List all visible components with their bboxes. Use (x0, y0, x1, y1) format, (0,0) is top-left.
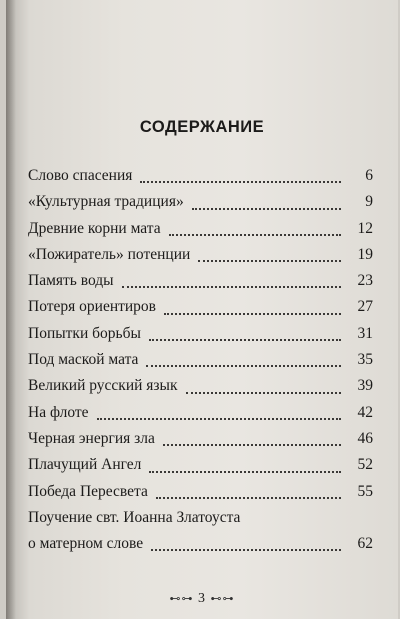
toc-entry-label: На флоте (28, 403, 89, 421)
toc-entry[interactable] (28, 321, 373, 347)
toc-entry[interactable] (28, 268, 373, 294)
toc-entry-page: 9 (365, 193, 373, 211)
toc-entry-label: Древние корни мата (28, 219, 161, 237)
toc-entry-label: Память воды (28, 272, 114, 290)
toc-entry[interactable] (28, 426, 373, 452)
ornament-left-icon: ⊷⊶ (169, 593, 194, 605)
toc-entry-page: 19 (357, 245, 373, 263)
toc-entry-page: 52 (357, 456, 373, 474)
toc-entry[interactable] (28, 163, 373, 189)
toc-entry[interactable] (28, 452, 373, 478)
toc-entry[interactable] (28, 373, 373, 399)
toc-entry-label: Попытки борьбы (28, 324, 141, 342)
toc-entry-page: 23 (357, 272, 373, 290)
ornament-right-icon: ⊷⊶ (210, 593, 235, 605)
toc-entry-page: 27 (357, 298, 373, 316)
toc-entry[interactable] (28, 189, 373, 215)
dot-leader (186, 392, 342, 394)
toc-entry[interactable] (28, 294, 373, 320)
dot-leader (151, 549, 341, 551)
dot-leader (163, 444, 341, 446)
toc-entry-label: Потеря ориентиров (28, 298, 157, 316)
dot-leader (156, 497, 341, 499)
dot-leader (149, 471, 341, 473)
toc-entry[interactable] (28, 347, 373, 373)
page-number: 3 (198, 591, 206, 606)
toc-entry-label: Плачущий Ангел (28, 456, 142, 474)
toc-entry[interactable] (28, 216, 373, 242)
toc-entry-label-line1: Поучение свт. Иоанна Златоуста (28, 508, 241, 526)
toc-entry[interactable] (28, 400, 373, 426)
book-page (6, 0, 398, 619)
toc-entry-page: 31 (357, 324, 373, 342)
toc-entry-line2 (28, 531, 373, 557)
toc-entry-label: «Пожиратель» потенции (28, 245, 191, 263)
toc-entry-label: Великий русский язык (28, 377, 178, 395)
toc-entry-page: 6 (365, 167, 373, 184)
page-footer (6, 591, 398, 607)
spine-shadow (6, 0, 16, 619)
toc-entry-last[interactable] (28, 505, 373, 557)
dot-leader (164, 313, 341, 315)
toc-entry-label: Победа Пересвета (28, 482, 148, 500)
toc-entry-page: 35 (357, 351, 373, 369)
dot-leader (146, 365, 341, 367)
toc-entry-page: 55 (357, 482, 373, 500)
toc-entry-page: 12 (357, 219, 373, 237)
dot-leader (122, 286, 341, 288)
table-of-contents (28, 163, 373, 557)
toc-entry[interactable] (28, 479, 373, 505)
dot-leader (198, 260, 341, 262)
dot-leader (140, 181, 341, 183)
dot-leader (97, 418, 341, 420)
dot-leader (149, 339, 341, 341)
toc-entry-label: Слово спасения (28, 167, 133, 184)
toc-entry-label: Черная энергия зла (28, 429, 155, 447)
dot-leader (192, 208, 341, 210)
toc-entry-page: 42 (357, 403, 373, 421)
toc-entry-page: 62 (357, 534, 373, 552)
toc-entry-label: Под маской мата (28, 351, 139, 369)
toc-entry-page: 39 (357, 377, 373, 395)
toc-entry[interactable] (28, 242, 373, 268)
page-title: СОДЕРЖАНИЕ (139, 118, 265, 136)
toc-entry-label: «Культурная традиция» (28, 193, 184, 211)
toc-entry-label-line2: о матерном слове (28, 534, 144, 552)
toc-entry-page: 46 (357, 429, 373, 447)
dot-leader (169, 234, 341, 236)
